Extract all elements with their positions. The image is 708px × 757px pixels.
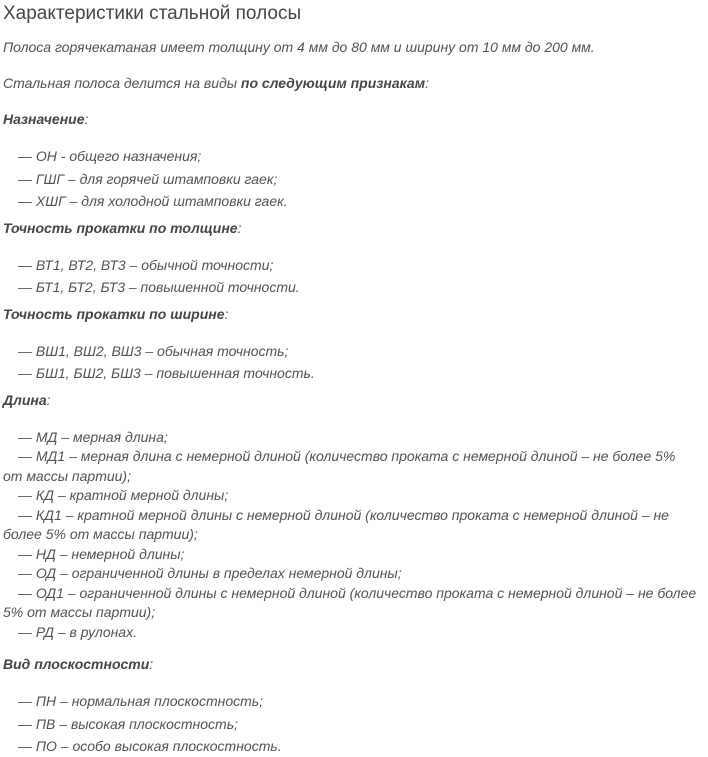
list-tochnost-tolschina — [3, 256, 698, 298]
section-heading-naznachenie — [3, 110, 698, 129]
list-item: — КД – кратной мерной длины; — [18, 487, 229, 503]
intro-paragraph: Полоса горячекатаная имеет толщину от 4 мм до 80 мм и ширину от 10 мм до 200 мм. — [3, 39, 595, 55]
page-title: Характеристики стальной полосы — [3, 3, 302, 24]
list-item: — ХШГ – для холодной штамповки гаек. — [18, 193, 288, 209]
list-dlina — [3, 428, 698, 643]
section-heading-colon: : — [149, 656, 154, 672]
section-heading-colon: : — [84, 111, 89, 127]
list-item: — ПН – нормальная плоскостность; — [18, 693, 264, 709]
list-item: — НД – немерной длины; — [18, 545, 185, 562]
list-item: — БШ1, БШ2, БШ3 – повышенная точность. — [18, 365, 315, 381]
section-heading-text: Точность прокатки по толщине — [3, 219, 238, 236]
section-heading-dlina — [3, 391, 698, 410]
section-heading-tochnost-tolschina — [3, 219, 698, 238]
section-heading-ploskostnost — [3, 655, 698, 674]
section-heading-colon: : — [46, 391, 51, 408]
list-item: — ПВ – высокая плоскостность; — [18, 715, 238, 732]
list-item: — ОН - общего назначения; — [18, 148, 202, 164]
section-heading-colon: : — [224, 305, 229, 322]
classification-paragraph — [3, 74, 698, 93]
classification-text: Стальная полоса делится на виды — [3, 75, 241, 91]
classification-suffix: : — [425, 75, 429, 91]
section-heading-text: Назначение — [3, 111, 85, 127]
list-item: — ВТ1, ВТ2, ВТ3 – обычной точности; — [18, 256, 274, 273]
list-ploskostnost — [3, 692, 698, 757]
list-item: — МД – мерная длина; — [18, 428, 168, 445]
list-item: — БТ1, БТ2, БТ3 – повышенной точности. — [18, 279, 300, 295]
list-item: — КД1 – кратной мерной длины с немерной длиной (количество проката с немерной длиной – не более 5% от массы партии); — [3, 506, 669, 542]
list-item: — РД – в рулонах. — [18, 623, 137, 640]
list-item: — ВШ1, ВШ2, ВШ3 – обычная точность; — [18, 342, 289, 359]
list-item: — ОД – ограниченной длины в пределах немерной длины; — [18, 565, 402, 581]
section-heading-text: Вид плоскостности — [3, 656, 150, 672]
list-tochnost-shirina — [3, 342, 698, 384]
section-heading-text: Длина — [3, 391, 47, 408]
section-heading-tochnost-shirina — [3, 305, 698, 324]
list-item: — ПО – особо высокая плоскостность. — [18, 738, 282, 754]
section-heading-text: Точность прокатки по ширине — [3, 305, 225, 322]
list-item: — МД1 – мерная длина с немерной длиной (количество проката с немерной длиной – не более 5% от массы партии); — [3, 448, 676, 484]
classification-bold-text: по следующим признакам — [240, 75, 426, 91]
section-heading-colon: : — [237, 219, 242, 236]
list-naznachenie — [3, 147, 698, 212]
list-item: — ОД1 – ограниченной длины с немерной длиной (количество проката с немерной длиной – не более 5% от массы партии); — [3, 584, 697, 620]
list-item: — ГШГ – для горячей штамповки гаек; — [18, 170, 278, 187]
